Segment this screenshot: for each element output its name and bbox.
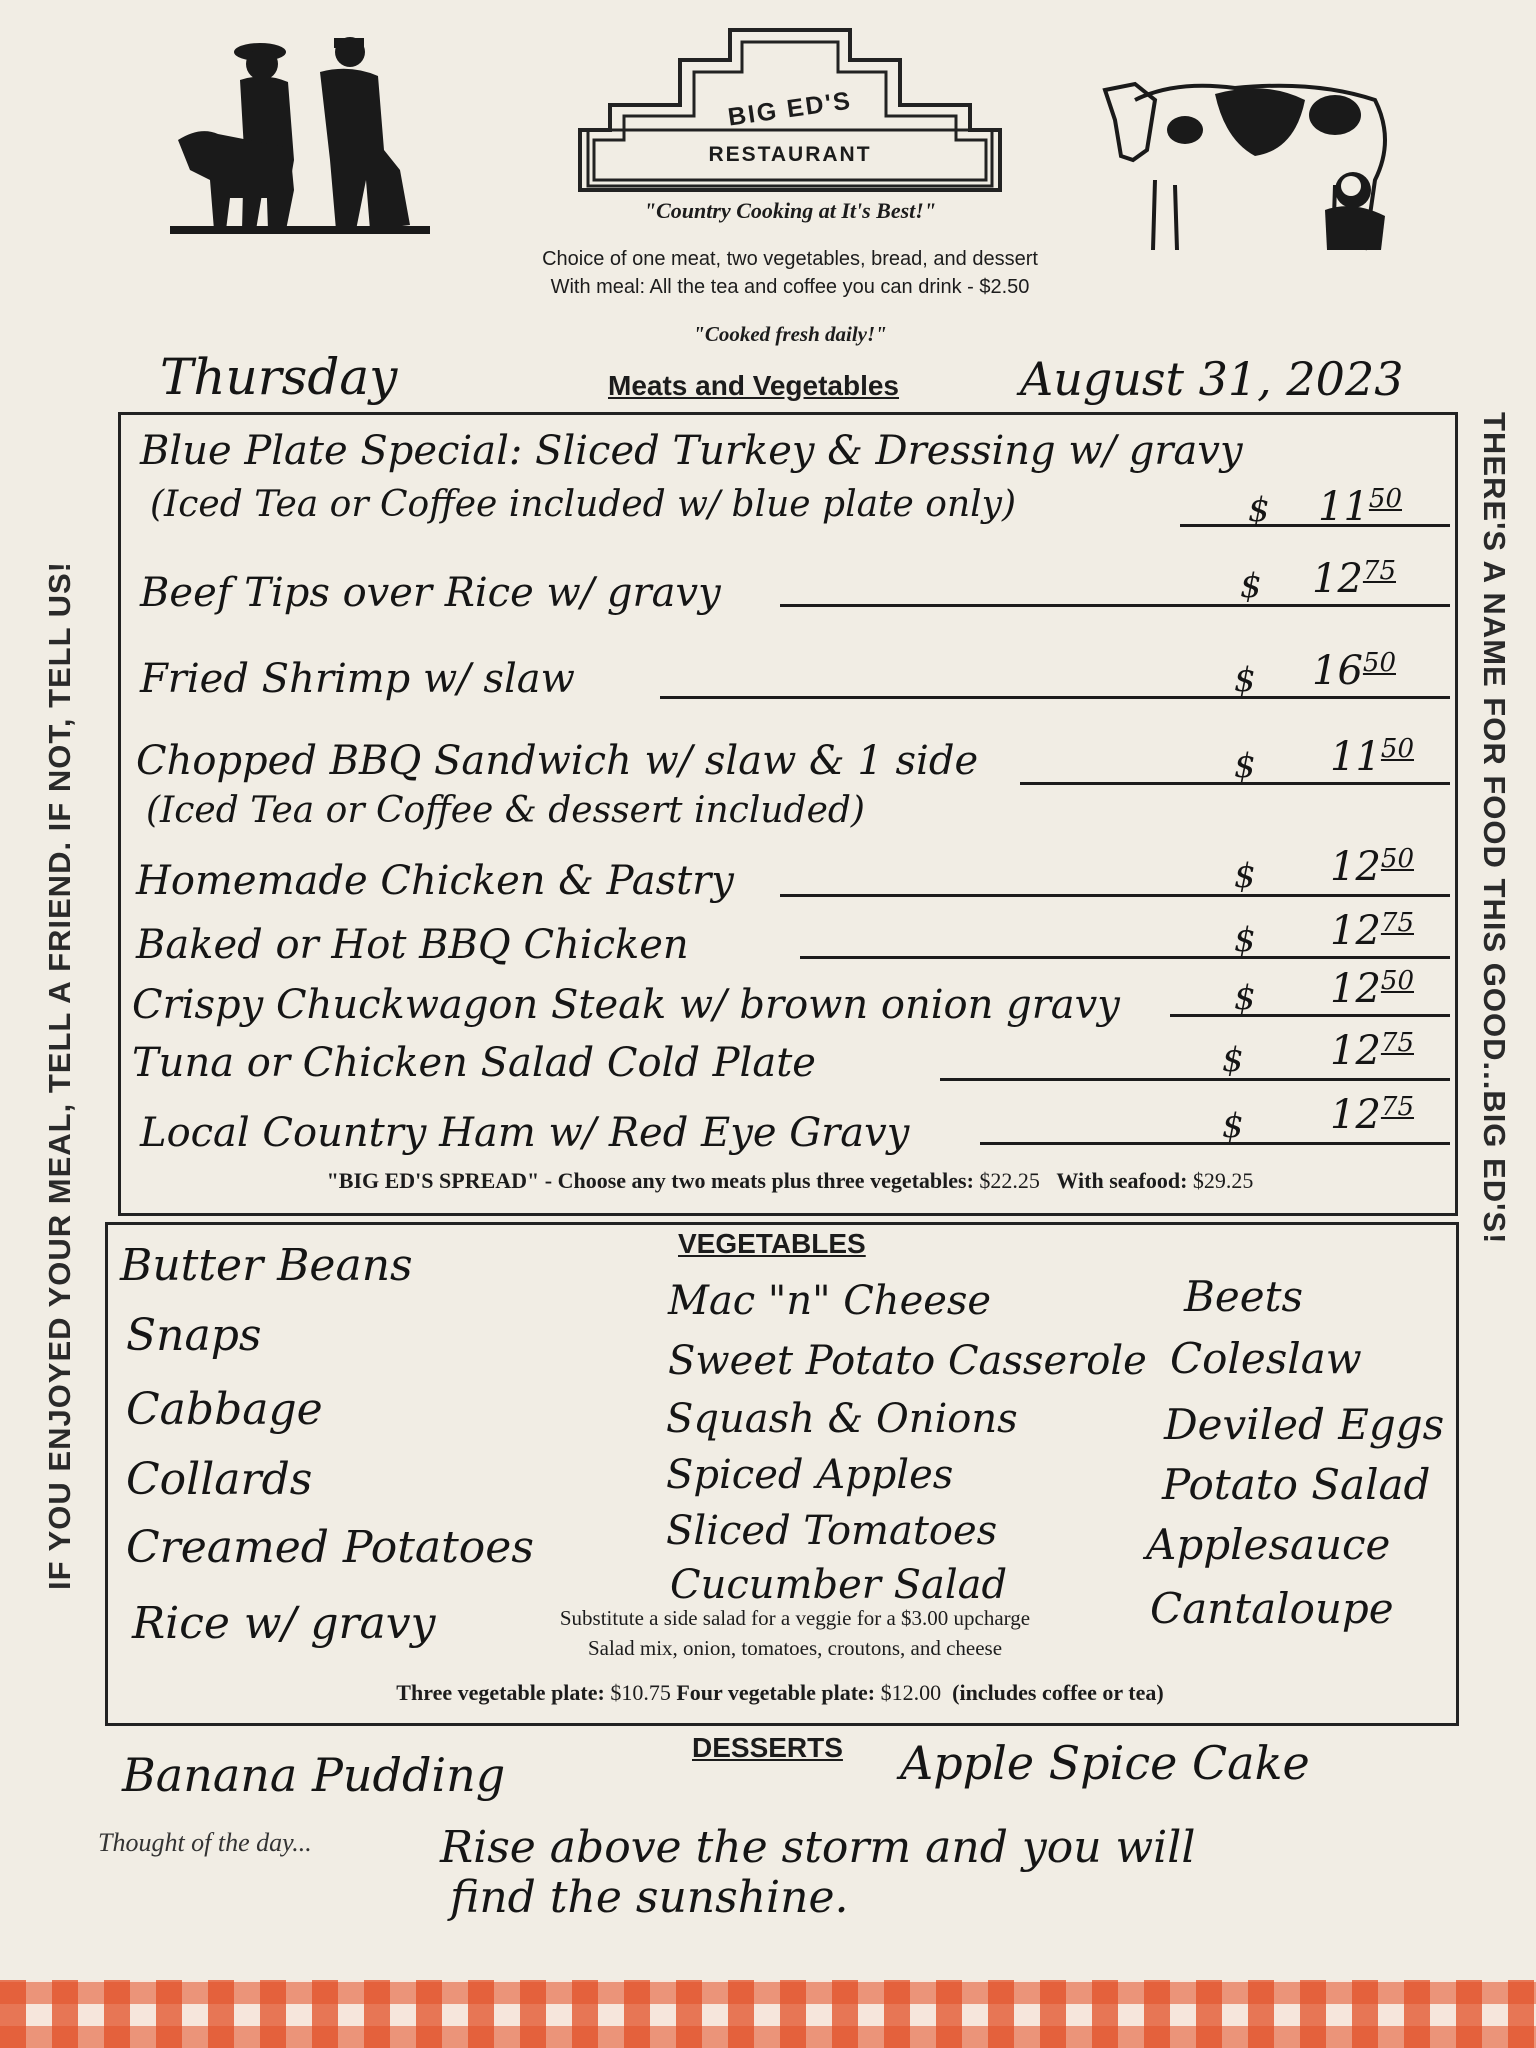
price-value: $11^{50}$ (1330, 734, 1414, 780)
big-eds-spread-line (130, 1168, 1450, 1194)
vegetable-item: Applesauce (1146, 1520, 1391, 1569)
menu-date: August 31, 2023 (1020, 352, 1404, 406)
spread-label: "BIG ED'S SPREAD" - Choose any two meats plus three vegetables: (326, 1168, 974, 1193)
gingham-tablecloth (0, 1980, 1536, 2048)
meat-item-name: Blue Plate Special: Sliced Turkey & Dressing w/ gravy (140, 428, 1243, 474)
spread-price: $22.25 (979, 1168, 1040, 1193)
vegetable-item: Butter Beans (120, 1240, 413, 1291)
three-veg-plate-label: Three vegetable plate: (396, 1680, 605, 1705)
price-dollar-sign: $ (1234, 660, 1256, 700)
menu-day: Thursday (160, 348, 398, 406)
price-leader-line (660, 696, 1450, 699)
meat-item-name: Crispy Chuckwagon Steak w/ brown onion gravy (132, 982, 1120, 1028)
price-leader-line (980, 1142, 1450, 1145)
price-leader-line (1170, 1014, 1450, 1017)
vegetable-item: Creamed Potatoes (126, 1522, 534, 1573)
price-leader-line (940, 1078, 1450, 1081)
vegetable-item: Beets (1184, 1272, 1304, 1321)
meats-section-title: Meats and Vegetables (608, 370, 900, 401)
meat-item-note: (Iced Tea or Coffee & dessert included) (146, 790, 865, 831)
meat-item-name: Fried Shrimp w/ slaw (140, 656, 575, 702)
price-value: $12^{75}$ (1330, 1092, 1414, 1138)
price-value: $12^{50}$ (1330, 966, 1414, 1012)
price-value: $12^{75}$ (1330, 1028, 1414, 1074)
meat-item-name: Local Country Ham w/ Red Eye Gravy (140, 1110, 910, 1156)
spread-seafood-label: With seafood: (1056, 1168, 1188, 1193)
vegetable-item: Sliced Tomatoes (666, 1508, 998, 1554)
vegetable-item: Rice w/ gravy (132, 1598, 436, 1649)
cow-milkmaid-illustration (1095, 60, 1405, 270)
vegetable-item: Mac "n" Cheese (668, 1278, 992, 1324)
meat-item-name: Tuna or Chicken Salad Cold Plate (132, 1040, 816, 1086)
vegetable-item: Deviled Eggs (1164, 1400, 1445, 1449)
thought-of-the-day-label: Thought of the day... (98, 1828, 312, 1857)
price-dollar-sign: $ (1222, 1106, 1244, 1146)
price-leader-line (800, 956, 1450, 959)
four-veg-plate-label: Four vegetable plate: (676, 1680, 876, 1705)
restaurant-subtitle: RESTAURANT (708, 143, 872, 166)
meal-choice-line-1: Choice of one meat, two vegetables, bread, and dessert (542, 248, 1038, 270)
desserts-section-title: DESSERTS (692, 1732, 843, 1763)
vegetable-item: Squash & Onions (666, 1396, 1018, 1442)
meat-item-name: Homemade Chicken & Pastry (136, 858, 734, 904)
vegetable-item: Cabbage (126, 1384, 323, 1435)
price-dollar-sign: $ (1234, 746, 1256, 786)
price-value: $12^{75}$ (1312, 556, 1396, 602)
veg-plate-note: (includes coffee or tea) (952, 1680, 1164, 1705)
meat-item-name: Beef Tips over Rice w/ gravy (140, 570, 721, 616)
vegetable-item: Sweet Potato Casserole (668, 1338, 1147, 1384)
price-dollar-sign: $ (1234, 856, 1256, 896)
price-value: $16^{50}$ (1312, 648, 1396, 694)
price-value: $12^{75}$ (1330, 908, 1414, 954)
meat-item-name: Baked or Hot BBQ Chicken (136, 922, 689, 968)
meal-choice-line-2: With meal: All the tea and coffee you can drink - $2.50 (550, 276, 1030, 298)
price-dollar-sign: $ (1234, 978, 1256, 1018)
tagline: "Country Cooking at It's Best!" (643, 198, 937, 223)
farmers-silhouette-illustration (170, 30, 440, 260)
right-banner-text: THERE'S A NAME FOR FOOD THIS GOOD...BIG ED'S! (1477, 412, 1512, 1245)
vegetable-item: Cantaloupe (1150, 1584, 1394, 1633)
meat-item-name: Chopped BBQ Sandwich w/ slaw & 1 side (136, 738, 979, 784)
price-value: $12^{50}$ (1330, 844, 1414, 890)
three-veg-plate-price: $10.75 (610, 1680, 671, 1705)
price-leader-line (780, 894, 1450, 897)
price-leader-line (780, 604, 1450, 607)
left-banner-text: IF YOU ENJOYED YOUR MEAL, TELL A FRIEND. IF NOT, TELL US! (42, 561, 77, 1590)
price-dollar-sign: $ (1234, 920, 1256, 960)
thought-of-the-day-line-2: find the sunshine. (450, 1872, 849, 1923)
salad-ingredients-note: Salad mix, onion, tomatoes, croutons, and cheese (587, 1636, 1003, 1660)
vegetable-item: Coleslaw (1170, 1334, 1362, 1383)
spread-seafood-price: $29.25 (1192, 1168, 1254, 1193)
vegetable-item: Potato Salad (1162, 1460, 1431, 1509)
price-leader-line (1180, 524, 1450, 527)
vegetable-item: Collards (126, 1454, 313, 1505)
restaurant-name: BIG ED'S (726, 86, 854, 132)
vegetables-section-title: VEGETABLES (678, 1228, 866, 1259)
price-dollar-sign: $ (1248, 490, 1270, 530)
thought-of-the-day-line-1: Rise above the storm and you will (440, 1822, 1196, 1873)
price-dollar-sign: $ (1222, 1040, 1244, 1080)
dessert-item: Apple Spice Cake (900, 1736, 1310, 1790)
vegetable-item: Cucumber Salad (670, 1562, 1008, 1608)
four-veg-plate-price: $12.00 (880, 1680, 942, 1705)
vegetable-plate-pricing (120, 1680, 1440, 1706)
price-dollar-sign: $ (1240, 566, 1262, 606)
dessert-item: Banana Pudding (122, 1748, 506, 1802)
price-value: $11^{50}$ (1318, 484, 1402, 530)
vegetable-item: Snaps (126, 1310, 262, 1361)
vegetable-item: Spiced Apples (666, 1452, 954, 1498)
meat-item-note: (Iced Tea or Coffee included w/ blue plate only) (150, 484, 1017, 525)
salad-substitute-note: Substitute a side salad for a veggie for a $3.00 upcharge (559, 1606, 1031, 1630)
cooked-fresh-note: "Cooked fresh daily!" (693, 322, 887, 346)
